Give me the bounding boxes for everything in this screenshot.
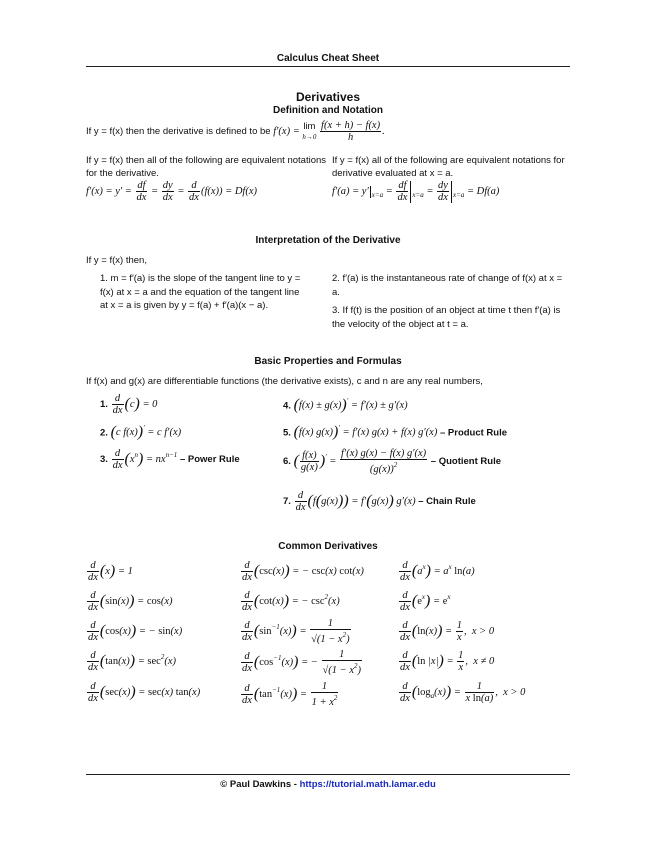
interpretation-item-1: 1. m = f′(a) is the slope of the tangent line to y = f(x) at x = a and the equation of the tangent line at x = a is given by y = f(a) + f′(a)(x − a). [100,273,301,311]
notation-left-text: If y = f(x) then all of the following are equivalent notations for the derivative. [86,155,327,179]
common-derivative: $\frac{d}{dx}$ $(\sin^{-1}(x))$ = $\frac{1}{√(1 - x^2)}$ [242,618,350,645]
common-derivative: $\frac{d}{dx}$ (cot(x)) = − $\csc^2(x)$ [242,590,340,613]
interpretation-item-3: 3. If f(t) is the position of an object at time t then f′(a) is the velocity of the object at t = a. [332,305,561,330]
property-2: 2. (c f(x))′ = c f′(x) [100,424,182,441]
interpretation-intro: If y = f(x) then, [86,255,147,266]
property-6: 6. ( $\frac{f(x)}{g(x)}$ )′ = $\frac{f'(x) g(x) - f(x) g'(x)}{(g(x))^2}$ – Quotient Rule [283,448,501,475]
subheading-properties: Basic Properties and Formulas [254,356,402,367]
property-7: 7. $\frac{d}{dx}$ (f(g(x))) = f′(g(x)) g′(x) – Chain Rule [283,490,476,513]
page-title: Calculus Cheat Sheet [276,53,380,64]
interpretation-item-2: 2. f′(a) is the instantaneous rate of change of f(x) at x = a. [332,273,563,298]
subheading-common: Common Derivatives [278,541,378,552]
common-derivative: $\frac{d}{dx}$ (ln(x)) = $\frac{1}{x}$ , x > 0 [400,620,495,643]
product-rule-label: – Product Rule [439,427,508,439]
common-derivative: $\frac{d}{dx}$ $(\log_a(x))$ = $\frac{1}{\text{x ln(a)}}$ , x > 0 [400,681,526,704]
subheading-definition: Definition and Notation [273,105,383,116]
footer-link[interactable]: https://tutorial.math.lamar.edu [299,779,436,790]
notation-right-formula: f′(a) = y′ $_{x=a}$ = $\frac{df}{dx}$ $_{x=a}$ = $\frac{dy}{dx}$ $_{x=a}$ = Df(a) [332,180,500,203]
property-3: 3. $\frac{d}{dx}$ $(x^n) = nx^{n-1}$ – Power Rule [100,448,240,471]
definition-formula: f′(x) = lim h→0 $\frac{f(x + h) - f(x)}{h}$ . [273,120,385,143]
footer-author: © Paul Dawkins - [220,779,300,790]
common-derivative: $\frac{d}{dx}$ (cos(x)) = − sin(x) [88,620,183,643]
quotient-rule-label: – Quotient Rule [430,455,501,467]
chain-rule-label: – Chain Rule [418,495,476,507]
footer-rule [86,774,570,775]
section-heading-derivatives: Derivatives [295,90,361,104]
property-4: 4. (f(x) ± g(x))′ = f′(x) ± g′(x) [283,397,408,414]
common-derivative: $\frac{d}{dx}$ (csc(x)) = − csc(x) cot(x) [242,560,364,583]
common-derivative: $\frac{d}{dx}$ (ln |x|) = $\frac{1}{x}$ , x ≠ 0 [400,650,495,673]
common-derivative: $\frac{d}{dx}$ (sin(x)) = cos(x) [88,590,173,613]
header-rule [86,66,570,67]
footer [86,779,570,790]
notation-left-formula: f′(x) = y′ = $\frac{df}{dx}$ = $\frac{dy}{dx}$ = $\frac{d}{dx}$ (f(x)) = Df(x) [86,180,258,203]
common-derivative: $\frac{d}{dx}$ $(\tan^{-1}(x))$ = $\frac{1}{1 + x^2}$ [242,681,338,708]
definition-line [86,120,385,143]
subheading-interpretation: Interpretation of the Derivative [255,235,401,246]
common-derivative: $\frac{d}{dx}$ (x) = 1 [88,560,133,583]
common-derivative: $\frac{d}{dx}$ $(a^x) = a^x$ ln(a) [400,560,475,583]
common-derivative: $\frac{d}{dx}$ $(\tan(x)) = \sec^2(x)$ [88,650,176,673]
power-rule-label: – Power Rule [179,453,240,465]
properties-intro: If f(x) and g(x) are differentiable functions (the derivative exists), c and n are any real numbers, [86,376,483,387]
property-5: 5. (f(x) g(x))′ = f′(x) g(x) + f(x) g′(x) – Product Rule [283,424,508,441]
common-derivative: $\frac{d}{dx}$ $(e^x) = e^x$ [400,590,451,613]
definition-intro: If y = f(x) then the derivative is defined to be [86,125,271,137]
property-1: 1. $\frac{d}{dx}$ (c) = 0 [100,393,158,416]
common-derivative: $\frac{d}{dx}$ (sec(x)) = sec(x) tan(x) [88,681,201,704]
common-derivative: $\frac{d}{dx}$ $(\cos^{-1}(x))$ = − $\frac{1}{√(1 - x^2)}$ [242,649,362,676]
notation-right-text: If y = f(x) all of the following are equivalent notations for derivative evaluated at x = a. [332,155,565,179]
